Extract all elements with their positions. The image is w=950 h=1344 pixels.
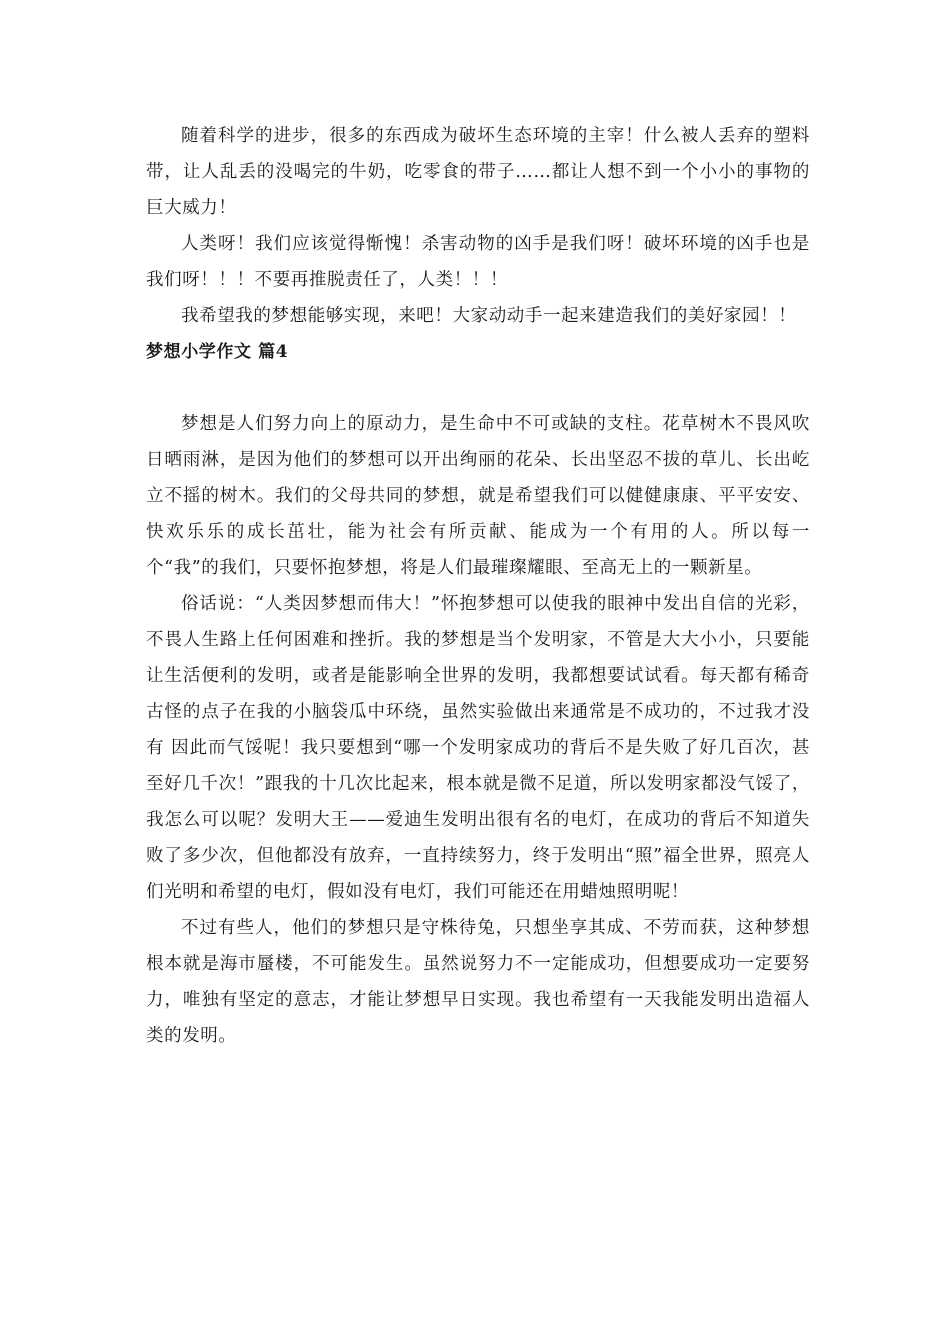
paragraph-hope: 我希望我的梦想能够实现，来吧！大家动动手一起来建造我们的美好家园！！ [181,306,797,326]
paragraph-shame: 人类呀！我们应该觉得惭愧！杀害动物的凶手是我们呀！破坏环境的凶手也是我们呀！！！不要再推脱责任了，人类！！！ [146,234,810,290]
blank-line [146,370,810,406]
paragraph-inventor-dream: 俗话说：“人类因梦想而伟大！”怀抱梦想可以使我的眼神中发出自信的光彩，不畏人生路上任何困难和挫折。我的梦想是当个发明家，不管是大大小小，只要能让生活便利的发明，或者是能影响全世界的发明，我都想要试试看。每天都有稀奇古怪的点子在我的小脑袋瓜中环绕，虽然实验做出来通常是不成功的，不过我才没有 因此而气馁呢！我只要想到“哪一个发明家成功的背后不是失败了好几百次，甚至好几千次！”跟我的十几次比起来，根本就是微不足道，所以发明家都没气馁了，我怎么可以呢？发明大王——爱迪生发明出很有名的电灯，在成功的背后不知道失败了多少次，但他都没有放弃，一直持续努力，终于发明出“照”福全世界，照亮人们光明和希望的电灯，假如没有电灯，我们可能还在用蜡烛照明呢！ [146,594,810,902]
paragraph-dream-motivation: 梦想是人们努力向上的原动力，是生命中不可或缺的支柱。花草树木不畏风吹日晒雨淋，是因为他们的梦想可以开出绚丽的花朵、长出坚忍不拔的草儿、长出屹立不摇的树木。我们的父母共同的梦想，就是希望我们可以健健康康、平平安安、快欢乐乐的成长茁壮，能为社会有所贡献、能成为一个有用的人。所以每一个“我”的我们，只要怀抱梦想，将是人们最璀璨耀眼、至高无上的一颗新星。 [146,414,810,578]
paragraph-effort: 不过有些人，他们的梦想只是守株待兔，只想坐享其成、不劳而获，这种梦想根本就是海市蜃楼，不可能发生。虽然说努力不一定能成功，但想要成功一定要努力，唯独有坚定的意志，才能让梦想早日实现。我也希望有一天我能发明出造福人类的发明。 [146,918,810,1046]
paragraph-pollution: 随着科学的进步，很多的东西成为破坏生态环境的主宰！什么被人丢弃的塑料带，让人乱丢的没喝完的牛奶，吃零食的带子……都让人想不到一个小小的事物的巨大威力！ [146,126,810,218]
section-title: 梦想小学作文 篇4 [146,342,289,362]
document-page [146,118,810,1054]
